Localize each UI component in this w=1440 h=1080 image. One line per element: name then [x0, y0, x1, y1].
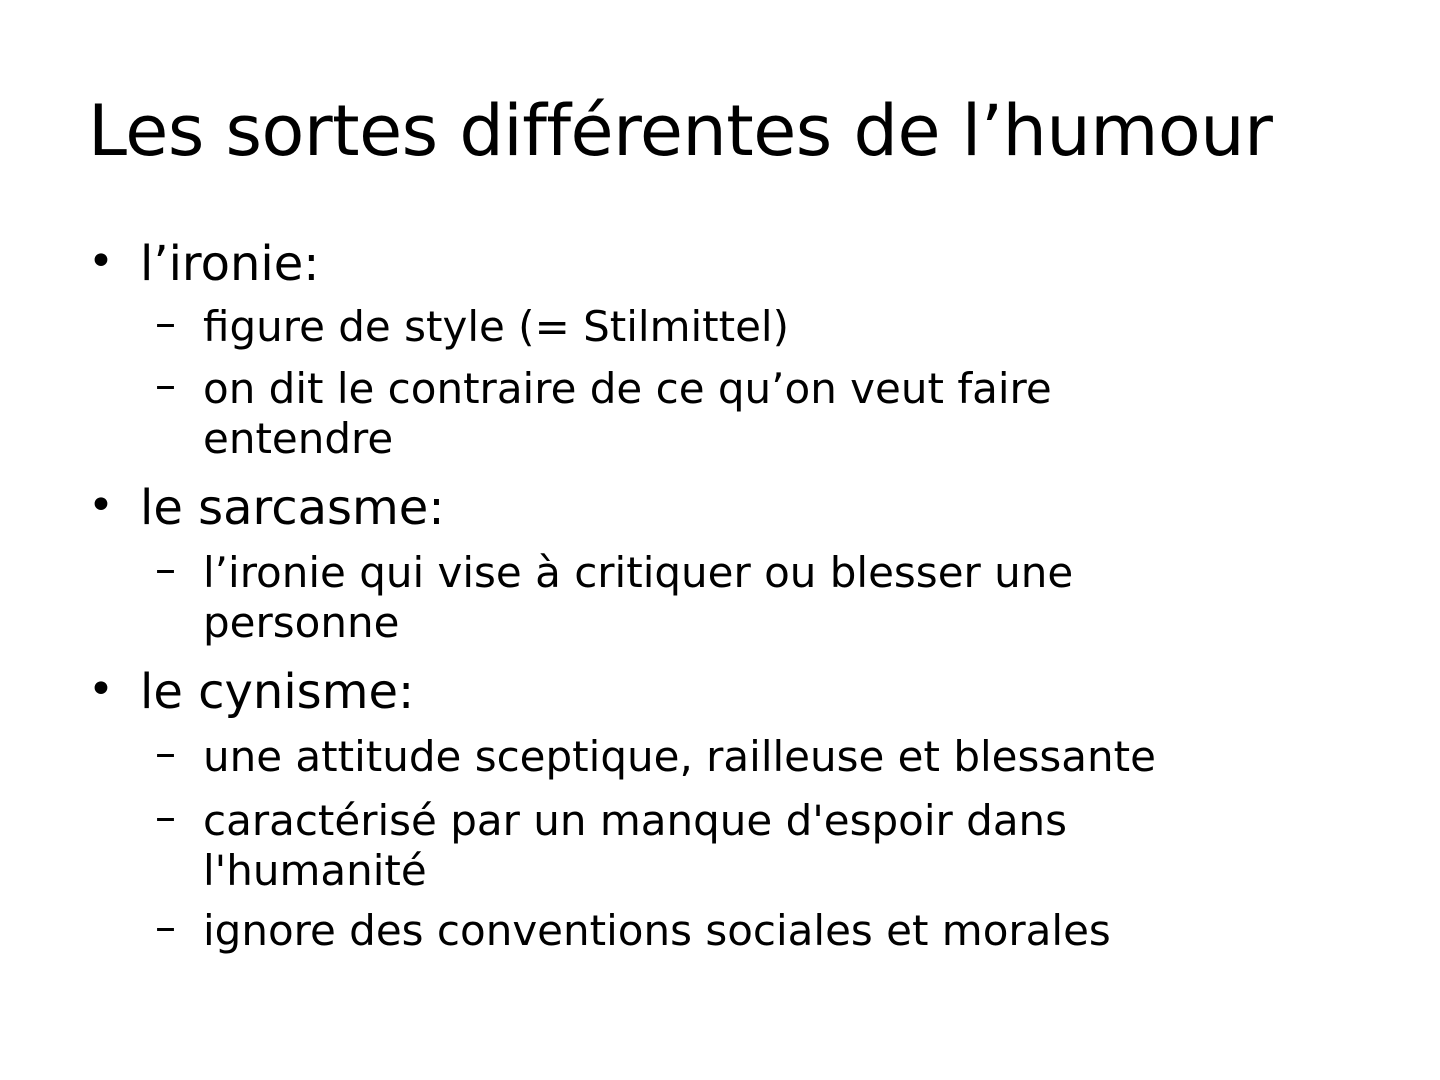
sub-item-text-continued: personne [203, 598, 400, 647]
dash-icon: – [155, 792, 176, 841]
sub-item-text: figure de style (= Stilmittel) [203, 302, 789, 351]
sub-item-text: ignore des conventions sociales et morales [203, 906, 1111, 955]
bullet-icon: • [88, 236, 114, 287]
dash-icon: – [155, 728, 176, 777]
bullet-icon: • [88, 664, 114, 715]
sub-item-text: l’ironie qui vise à critiquer ou blesser une [203, 548, 1074, 597]
slide-title: Les sortes différentes de l’humour [88, 90, 1273, 172]
dash-icon: – [155, 544, 176, 593]
bullet-icon: • [88, 480, 114, 531]
sub-item-text: on dit le contraire de ce qu’on veut faire [203, 364, 1052, 413]
bullet-heading: l’ironie: [140, 236, 320, 292]
bullet-heading: le cynisme: [140, 664, 415, 720]
sub-item-text-continued: l'humanité [203, 846, 427, 895]
dash-icon: – [155, 298, 176, 347]
sub-item-text: caractérisé par un manque d'espoir dans [203, 796, 1068, 845]
bullet-heading: le sarcasme: [140, 480, 445, 536]
dash-icon: – [155, 902, 176, 951]
sub-item-text-continued: entendre [203, 414, 394, 463]
dash-icon: – [155, 360, 176, 409]
sub-item-text: une attitude sceptique, railleuse et blessante [203, 732, 1156, 781]
